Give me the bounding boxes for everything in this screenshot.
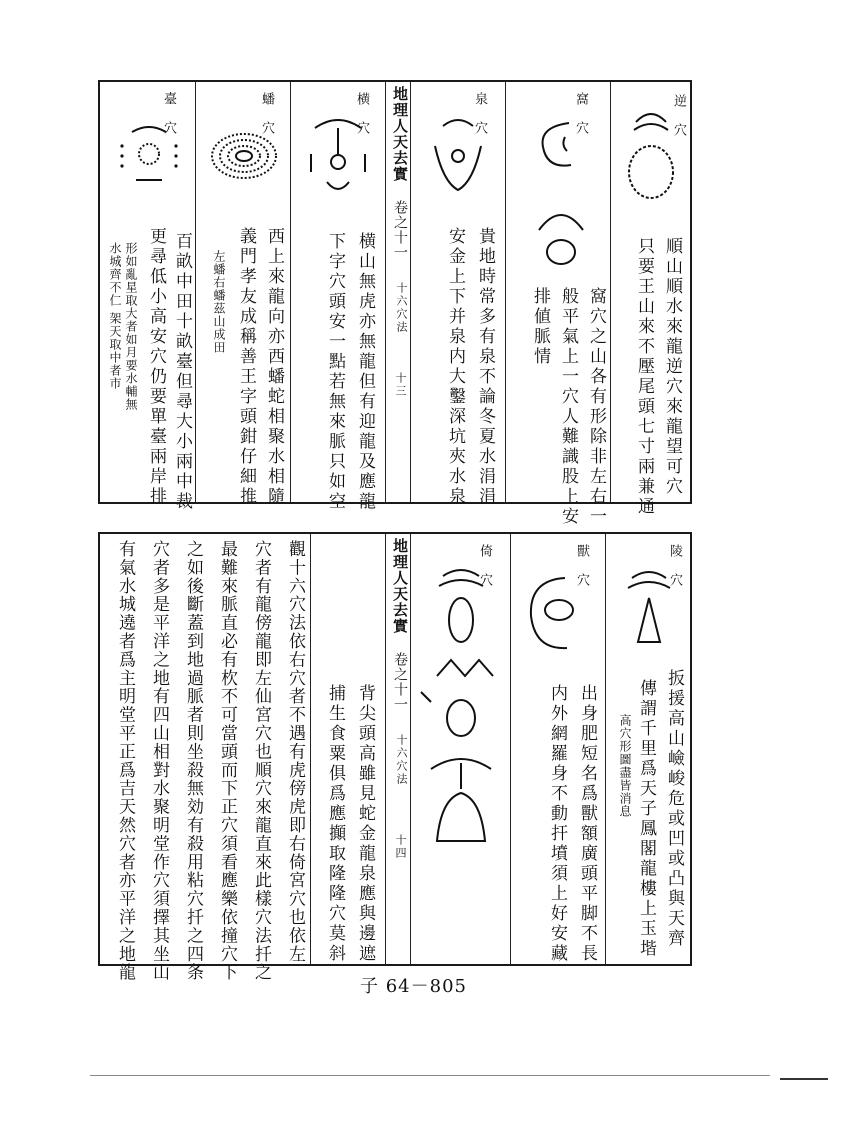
column-header: 横 穴 — [354, 92, 369, 141]
annotation-note: 高穴形圖盡皆消息 — [618, 714, 632, 818]
verse-line: 排値脈情 — [530, 287, 550, 367]
column-quan-xue — [410, 82, 506, 507]
commentary-line: 有氣水城遶者爲主明堂平正爲吉天然穴者亦平洋之地龍 — [115, 540, 135, 982]
verse-line: 内外網羅身不動扞墳須上好安藏 — [547, 684, 567, 964]
verse-line: 下字穴頭安一點若無來脈只如空 — [325, 232, 345, 512]
verse-line: 出身肥短名爲獸額廣頭平脚不長 — [577, 684, 597, 964]
commentary-line: 觀十六穴法依右穴者不遇有虎傍虎即右倚宮穴也依左 — [285, 540, 305, 964]
column-shou-xue — [510, 534, 606, 964]
verse-line: 傳謂千里爲天子鳳閣龍樓上玉堦 — [636, 679, 656, 959]
diagram-pan-xue — [206, 118, 282, 198]
spine-column — [385, 82, 411, 502]
commentary-block — [100, 534, 310, 982]
volume-label: 卷之十一 — [392, 652, 408, 712]
diagram-yi-xue-upper — [421, 562, 501, 652]
diagram-tai-xue — [114, 118, 184, 198]
verse-line: 只要王山來不壓尾頭七寸兩兼通 — [634, 237, 654, 517]
book-title: 地理人天去實 — [391, 538, 409, 634]
column-header: 逆 穴 — [671, 94, 686, 143]
book-title: 地理人天去實 — [391, 86, 409, 182]
section-label: 十六穴法 — [395, 734, 408, 786]
top-panel — [98, 80, 692, 527]
verse-line: 順山順水來龍逆穴來龍望可穴 — [662, 237, 682, 497]
verse-line: 義門孝友成稱善王字頭鉗仔細推 — [236, 227, 256, 507]
column-header: 倚 穴 — [477, 544, 492, 593]
verse-line: 更尋低小高安穴仍要單臺兩岸排 — [146, 227, 166, 507]
column-ling-xue — [605, 534, 691, 964]
annotation-note: 形如亂星取大者如月要水輔無 — [124, 242, 138, 411]
diagram-wo-xue-upper — [531, 117, 591, 177]
verse-line: 捕生食粟俱爲應攧取隆隆穴莫斜 — [325, 684, 345, 964]
column-header: 窩 穴 — [573, 92, 588, 141]
diagram-ling-xue — [614, 564, 684, 654]
verse-line: 般平氣上一穴人難識股上安 — [558, 287, 578, 527]
verse-line: 横山無虎亦無龍但有迎龍及應龍 — [355, 232, 375, 512]
diagram-wo-xue-lower — [531, 200, 591, 270]
diagram-heng-xue — [303, 110, 373, 200]
commentary-line: 穴者多是平洋之地有四山相對水聚明堂作穴須擇其坐山 — [149, 540, 169, 982]
diagram-yi-xue-middle — [421, 652, 501, 742]
verse-line: 安金上下并泉内大鑿深坑夾水泉 — [445, 227, 465, 507]
verse-line: 西上來龍向亦西蟠蛇相聚水相隨 — [264, 227, 284, 507]
column-wo-xue — [505, 82, 611, 527]
column-header: 陵 穴 — [667, 544, 682, 593]
commentary-line: 穴者有龍傍龍即左仙宮穴也順穴來龍直來此樣穴法扦之 — [251, 540, 271, 982]
page-number: 十三 — [394, 372, 407, 398]
column-yi-xue-verses — [310, 534, 386, 964]
verse-line: 扳援高山嶮峻危或凹或凸與天齊 — [664, 669, 684, 949]
scan-edge-line — [90, 1075, 770, 1076]
bottom-panel — [98, 532, 692, 982]
commentary-line: 最難來脈直必有杴不可當頭而下正穴須看應樂依撞穴下 — [217, 540, 237, 982]
spine-column — [385, 534, 411, 964]
column-ni-xue — [610, 82, 691, 517]
annotation-note: 水城齊不仁 架天取中者市 — [108, 242, 122, 390]
diagram-quan-xue — [423, 112, 493, 202]
verse-line: 百畝中田十畝臺但尋大小兩中裁 — [172, 232, 192, 512]
commentary-line: 之如後斷蓋到地過脈者則坐殺無効有殺用粘穴扦之四条 — [183, 540, 203, 982]
column-header: 蟠 穴 — [259, 92, 274, 141]
volume-label: 卷之十一 — [392, 200, 408, 260]
page-label: 子 64－805 — [360, 976, 467, 997]
column-yi-xue — [410, 534, 511, 964]
diagram-ni-xue — [616, 104, 686, 214]
diagram-shou-xue — [521, 570, 595, 660]
page-number: 十四 — [394, 834, 407, 860]
column-tai-xue — [100, 82, 195, 512]
column-header: 臺 穴 — [161, 92, 176, 141]
verse-line: 窩穴之山各有形除非左右一 — [586, 287, 606, 527]
scan-edge-mark — [780, 1078, 828, 1080]
column-header: 泉 穴 — [472, 92, 487, 141]
diagram-yi-xue-lower — [421, 749, 501, 849]
column-header: 獸 穴 — [574, 544, 589, 593]
annotation-note: 左蟠右蟠茲山成田 — [212, 250, 226, 354]
column-pan-xue — [195, 82, 291, 507]
column-heng-xue — [290, 82, 386, 512]
section-label: 十六穴法 — [395, 282, 408, 334]
verse-line: 貴地時常多有泉不論冬夏水涓涓 — [475, 227, 495, 507]
verse-line: 背尖頭高雖見蛇金龍泉應與邊遮 — [355, 684, 375, 964]
